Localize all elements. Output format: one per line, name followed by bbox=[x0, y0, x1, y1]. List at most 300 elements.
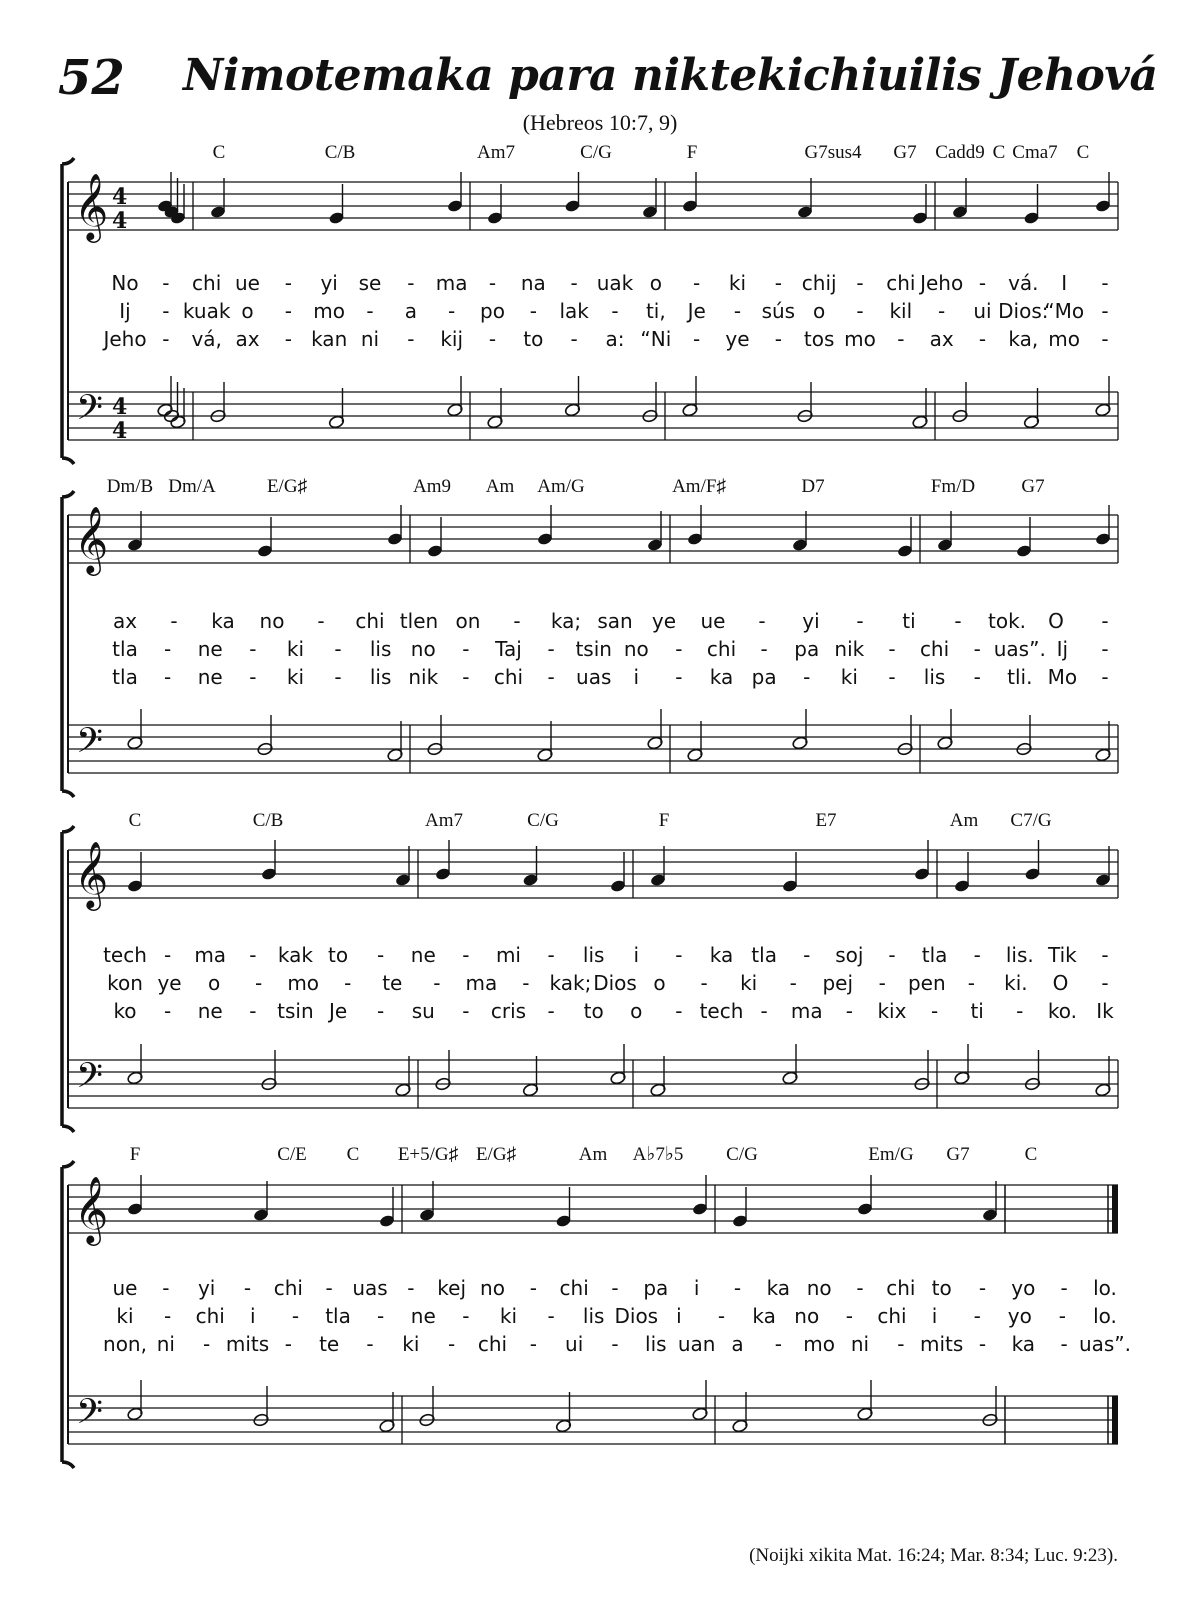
lyric-syllable: ka bbox=[766, 1276, 791, 1300]
lyric-syllable: tlen bbox=[399, 609, 439, 633]
lyric-syllable: ni bbox=[156, 1332, 175, 1356]
chord-symbol: Am bbox=[949, 810, 979, 831]
lyric-syllable: ma bbox=[790, 999, 823, 1023]
lyric-hyphen: - bbox=[547, 1304, 555, 1328]
lyric-hyphen: - bbox=[774, 1332, 782, 1356]
lyric-syllable: ki bbox=[740, 971, 758, 995]
lyric-hyphen: - bbox=[284, 271, 292, 295]
lyric-syllable: mits bbox=[920, 1332, 964, 1356]
treble-time-signature-top: 4 bbox=[112, 184, 128, 210]
lyric-syllable: ka; bbox=[550, 609, 582, 633]
lyric-syllable: kej bbox=[437, 1276, 467, 1300]
lyric-syllable: sús bbox=[761, 299, 796, 323]
lyric-syllable: O bbox=[1052, 971, 1069, 995]
lyric-syllable: to bbox=[523, 327, 544, 351]
lyric-hyphen: - bbox=[162, 327, 170, 351]
chord-symbol: C/B bbox=[324, 142, 356, 163]
lyric-hyphen: - bbox=[930, 999, 939, 1023]
lyric-hyphen: - bbox=[774, 327, 782, 351]
lyric-syllable: o bbox=[207, 971, 221, 995]
lyric-syllable: nik bbox=[408, 665, 439, 689]
song-number: 52 bbox=[58, 50, 125, 106]
chord-symbol: E7 bbox=[815, 810, 837, 831]
lyric-hyphen: - bbox=[433, 971, 441, 995]
lyric-hyphen: - bbox=[856, 271, 864, 295]
lyric-syllable: Dios bbox=[614, 1304, 659, 1328]
lyric-syllable: ki bbox=[499, 1304, 518, 1328]
lyric-hyphen: - bbox=[693, 327, 701, 351]
lyric-hyphen: - bbox=[888, 637, 896, 661]
lyric-hyphen: - bbox=[317, 609, 325, 633]
lyric-hyphen: - bbox=[377, 1304, 385, 1328]
chord-symbol: C7/G bbox=[1010, 810, 1052, 831]
lyric-hyphen: - bbox=[978, 1332, 987, 1356]
lyric-hyphen: - bbox=[366, 299, 374, 323]
lyric-syllable: i bbox=[633, 943, 640, 967]
lyric-syllable: pa bbox=[751, 665, 777, 689]
lyric-hyphen: - bbox=[407, 327, 415, 351]
lyric-syllable: ka bbox=[752, 1304, 776, 1328]
lyric-syllable: chi bbox=[477, 1332, 508, 1356]
lyric-hyphen: - bbox=[163, 1304, 172, 1328]
chord-symbol: C bbox=[1024, 1144, 1038, 1165]
lyric-syllable: vá. bbox=[1008, 271, 1039, 295]
lyric-hyphen: - bbox=[700, 971, 708, 995]
lyric-hyphen: - bbox=[973, 943, 981, 967]
chord-symbol: Cma7 bbox=[1012, 142, 1058, 163]
lyric-hyphen: - bbox=[1101, 637, 1109, 661]
lyric-syllable: nik bbox=[834, 637, 865, 661]
lyric-syllable: chi bbox=[195, 1304, 225, 1328]
footnote: (Noijki xikita Mat. 16:24; Mar. 8:34; Luc. 9:23). bbox=[749, 1545, 1118, 1566]
lyric-hyphen: - bbox=[611, 1332, 619, 1356]
lyric-hyphen: - bbox=[547, 637, 555, 661]
system-2 bbox=[62, 476, 1118, 797]
lyric-syllable: o bbox=[649, 271, 662, 295]
lyric-syllable: soj bbox=[835, 943, 864, 967]
lyric-hyphen: - bbox=[448, 299, 456, 323]
lyric-syllable: mits bbox=[225, 1332, 270, 1356]
lyric-syllable: Ik bbox=[1096, 999, 1114, 1023]
chord-symbol: Fm/D bbox=[930, 476, 976, 497]
lyric-syllable: mi bbox=[495, 943, 522, 967]
lyric-hyphen: - bbox=[170, 609, 178, 633]
lyric-syllable: yi bbox=[197, 1276, 216, 1300]
chord-symbol: C/E bbox=[277, 1144, 307, 1165]
treble-time-signature-bottom: 4 bbox=[112, 208, 128, 234]
lyric-syllable: mo bbox=[803, 1332, 836, 1356]
final-barline-thick bbox=[1112, 1396, 1118, 1444]
lyric-syllable: I bbox=[1061, 271, 1068, 295]
lyric-hyphen: - bbox=[978, 327, 987, 351]
lyric-syllable: tla bbox=[112, 637, 138, 661]
lyric-hyphen: - bbox=[845, 1304, 853, 1328]
lyric-syllable: no bbox=[623, 637, 649, 661]
lyric-syllable: kon bbox=[107, 971, 143, 995]
bass-clef: 𝄢 bbox=[76, 1055, 104, 1104]
lyric-syllable: yo bbox=[1011, 1276, 1036, 1300]
lyric-syllable: ne bbox=[197, 999, 223, 1023]
lyric-syllable: ki bbox=[116, 1304, 134, 1328]
lyric-syllable: mo bbox=[844, 327, 876, 351]
lyric-syllable: tla bbox=[325, 1304, 351, 1328]
lyric-hyphen: - bbox=[760, 999, 768, 1023]
lyric-syllable: lo. bbox=[1093, 1304, 1117, 1328]
lyric-syllable: ui bbox=[565, 1332, 584, 1356]
lyric-hyphen: - bbox=[162, 1276, 170, 1300]
lyric-syllable: o bbox=[241, 299, 254, 323]
bass-clef: 𝄢 bbox=[76, 1391, 104, 1440]
chord-symbol: Am7 bbox=[477, 142, 515, 163]
lyric-syllable: non, bbox=[103, 1332, 147, 1356]
bass-time-signature-bottom: 4 bbox=[112, 418, 128, 444]
chord-symbol: G7 bbox=[893, 142, 917, 163]
lyric-hyphen: - bbox=[284, 327, 292, 351]
lyric-hyphen: - bbox=[462, 665, 470, 689]
lyric-syllable: Je bbox=[328, 999, 348, 1023]
lyric-syllable: tla bbox=[751, 943, 777, 967]
lyric-syllable: yo bbox=[1007, 1304, 1032, 1328]
lyric-syllable: Dios bbox=[593, 971, 637, 995]
lyric-hyphen: - bbox=[1101, 327, 1109, 351]
lyric-hyphen: - bbox=[513, 609, 521, 633]
treble-clef: 𝄞 bbox=[74, 840, 109, 908]
lyric-hyphen: - bbox=[789, 971, 797, 995]
lyric-syllable: chi bbox=[273, 1276, 303, 1300]
lyric-hyphen: - bbox=[973, 1304, 981, 1328]
lyric-syllable: i bbox=[250, 1304, 256, 1328]
treble-clef: 𝄞 bbox=[74, 172, 109, 240]
lyric-syllable: chi bbox=[493, 665, 524, 689]
lyric-hyphen: - bbox=[845, 999, 853, 1023]
lyric-syllable: chi bbox=[192, 271, 222, 295]
lyric-syllable: kak; bbox=[549, 971, 592, 995]
lyric-syllable: lo. bbox=[1093, 1276, 1117, 1300]
lyric-hyphen: - bbox=[1101, 609, 1109, 633]
lyric-hyphen: - bbox=[888, 943, 896, 967]
lyric-syllable: tsin bbox=[277, 999, 314, 1023]
lyric-syllable: to bbox=[931, 1276, 952, 1300]
lyric-hyphen: - bbox=[856, 609, 864, 633]
lyric-syllable: uas”. bbox=[993, 637, 1046, 661]
lyric-hyphen: - bbox=[570, 271, 578, 295]
lyric-syllable: ne bbox=[197, 665, 223, 689]
lyric-hyphen: - bbox=[243, 1276, 252, 1300]
lyric-hyphen: - bbox=[978, 271, 987, 295]
lyric-hyphen: - bbox=[284, 1332, 292, 1356]
lyric-syllable: No bbox=[111, 271, 139, 295]
lyric-syllable: ax bbox=[112, 609, 138, 633]
lyric-syllable: Ij bbox=[1056, 637, 1069, 661]
lyric-hyphen: - bbox=[675, 637, 683, 661]
lyric-hyphen: - bbox=[249, 943, 257, 967]
lyric-syllable: ti, bbox=[645, 299, 666, 323]
chord-symbol: A♭7♭5 bbox=[632, 1144, 684, 1165]
lyric-hyphen: - bbox=[249, 999, 257, 1023]
lyric-hyphen: - bbox=[203, 1332, 211, 1356]
lyric-syllable: mo bbox=[1048, 327, 1081, 351]
lyric-syllable: lis bbox=[369, 665, 392, 689]
lyric-syllable: o bbox=[653, 971, 666, 995]
chord-symbol: C/B bbox=[252, 810, 284, 831]
lyric-hyphen: - bbox=[1101, 943, 1109, 967]
chord-symbol: C bbox=[346, 1144, 360, 1165]
treble-clef: 𝄞 bbox=[74, 1175, 109, 1243]
lyric-syllable: kak bbox=[277, 943, 313, 967]
lyric-syllable: ma bbox=[435, 271, 468, 295]
lyric-hyphen: - bbox=[377, 943, 385, 967]
lyric-syllable: chi bbox=[559, 1276, 589, 1300]
lyric-hyphen: - bbox=[954, 609, 962, 633]
chord-symbol: C bbox=[992, 142, 1006, 163]
lyric-hyphen: - bbox=[488, 271, 497, 295]
lyric-syllable: ne bbox=[197, 637, 223, 661]
chord-symbol: E/G♯ bbox=[475, 1144, 517, 1165]
lyric-hyphen: - bbox=[249, 637, 257, 661]
lyric-hyphen: - bbox=[1101, 299, 1109, 323]
lyric-syllable: ma bbox=[194, 943, 227, 967]
chord-symbol: F bbox=[658, 810, 670, 831]
system-4 bbox=[62, 1144, 1131, 1468]
lyric-hyphen: - bbox=[377, 999, 385, 1023]
lyric-hyphen: - bbox=[284, 299, 292, 323]
lyric-syllable: ax bbox=[235, 327, 260, 351]
lyric-syllable: a bbox=[731, 1332, 744, 1356]
lyric-syllable: pen bbox=[907, 971, 946, 995]
treble-clef: 𝄞 bbox=[74, 505, 109, 573]
chord-symbol: F bbox=[686, 142, 698, 163]
lyric-hyphen: - bbox=[407, 271, 415, 295]
lyric-syllable: ki. bbox=[1004, 971, 1028, 995]
lyric-hyphen: - bbox=[878, 971, 886, 995]
lyric-syllable: i bbox=[633, 665, 640, 689]
lyric-syllable: i bbox=[931, 1304, 938, 1328]
chord-symbol: C/G bbox=[527, 810, 559, 831]
lyric-hyphen: - bbox=[462, 943, 470, 967]
lyric-hyphen: - bbox=[967, 971, 975, 995]
chord-symbol: C/G bbox=[726, 1144, 758, 1165]
lyric-hyphen: - bbox=[1016, 999, 1024, 1023]
lyric-syllable: Tik bbox=[1048, 943, 1077, 967]
lyric-hyphen: - bbox=[774, 271, 782, 295]
chord-symbol: Em/G bbox=[868, 1144, 914, 1165]
chord-symbol: Cadd9 bbox=[935, 142, 985, 163]
lyric-hyphen: - bbox=[1101, 665, 1109, 689]
lyric-syllable: chi bbox=[877, 1304, 907, 1328]
lyric-syllable: ka bbox=[709, 665, 734, 689]
chord-symbol: Dm/B bbox=[106, 476, 154, 497]
lyric-syllable: tech bbox=[103, 943, 147, 967]
lyric-syllable: uak bbox=[596, 271, 634, 295]
chord-symbol: C/G bbox=[580, 142, 612, 163]
lyric-hyphen: - bbox=[162, 299, 170, 323]
lyric-syllable: ti bbox=[970, 999, 984, 1023]
lyric-hyphen: - bbox=[255, 971, 263, 995]
lyric-syllable: Ij bbox=[119, 299, 131, 323]
song-title: Nimotemaka para niktekichiuilis Jehová bbox=[183, 50, 1158, 101]
lyric-syllable: pa bbox=[794, 637, 820, 661]
lyric-hyphen: - bbox=[366, 1332, 374, 1356]
bass-clef: 𝄢 bbox=[76, 387, 104, 436]
lyric-syllable: no bbox=[794, 1304, 820, 1328]
chord-symbol: C bbox=[128, 810, 142, 831]
lyric-hyphen: - bbox=[448, 1332, 456, 1356]
lyric-hyphen: - bbox=[675, 999, 683, 1023]
lyric-syllable: ka bbox=[211, 609, 235, 633]
lyric-syllable: tla bbox=[112, 665, 138, 689]
lyric-syllable: tsin bbox=[575, 637, 612, 661]
lyric-hyphen: - bbox=[897, 327, 905, 351]
lyric-syllable: ui bbox=[973, 299, 992, 323]
lyric-syllable: Taj bbox=[495, 637, 522, 661]
lyric-syllable: tok. bbox=[987, 609, 1027, 633]
lyric-hyphen: - bbox=[522, 971, 530, 995]
lyric-hyphen: - bbox=[163, 637, 172, 661]
lyric-hyphen: - bbox=[717, 1304, 726, 1328]
lyric-syllable: lak bbox=[559, 299, 589, 323]
lyric-hyphen: - bbox=[529, 1332, 537, 1356]
lyric-hyphen: - bbox=[163, 999, 172, 1023]
lyric-syllable: tech bbox=[699, 999, 744, 1023]
lyric-hyphen: - bbox=[803, 943, 811, 967]
lyric-syllable: kix bbox=[877, 999, 907, 1023]
lyric-syllable: ki bbox=[728, 271, 747, 295]
lyric-hyphen: - bbox=[249, 665, 257, 689]
lyric-hyphen: - bbox=[611, 1276, 619, 1300]
lyric-syllable: Jeho bbox=[920, 271, 964, 295]
lyric-hyphen: - bbox=[973, 637, 981, 661]
lyric-syllable: i bbox=[693, 1276, 700, 1300]
lyric-syllable: ne bbox=[410, 1304, 436, 1328]
lyric-hyphen: - bbox=[547, 943, 555, 967]
lyric-hyphen: - bbox=[897, 1332, 905, 1356]
lyric-syllable: no bbox=[259, 609, 285, 633]
lyric-syllable: to bbox=[583, 999, 604, 1023]
lyric-syllable: cris bbox=[490, 999, 527, 1023]
lyric-hyphen: - bbox=[162, 271, 170, 295]
lyric-hyphen: - bbox=[570, 327, 578, 351]
lyric-syllable: no bbox=[410, 637, 436, 661]
lyric-hyphen: - bbox=[733, 299, 742, 323]
chord-symbol: Am/G bbox=[537, 476, 585, 497]
lyric-syllable: se bbox=[358, 271, 382, 295]
lyric-syllable: mo bbox=[287, 971, 320, 995]
lyric-syllable: po bbox=[480, 299, 505, 323]
lyric-syllable: ko bbox=[113, 999, 137, 1023]
lyric-hyphen: - bbox=[888, 665, 896, 689]
lyric-hyphen: - bbox=[529, 1276, 537, 1300]
bass-clef: 𝄢 bbox=[76, 720, 104, 769]
lyric-syllable: “Mo bbox=[1044, 299, 1085, 323]
lyric-syllable: chi bbox=[886, 1276, 916, 1300]
lyric-syllable: ka bbox=[709, 943, 734, 967]
lyric-hyphen: - bbox=[675, 665, 683, 689]
lyric-syllable: o bbox=[630, 999, 643, 1023]
lyric-syllable: o bbox=[813, 299, 826, 323]
system-3 bbox=[62, 810, 1118, 1132]
lyric-syllable: “Ni bbox=[640, 327, 672, 351]
lyric-hyphen: - bbox=[856, 1276, 864, 1300]
lyric-hyphen: - bbox=[163, 665, 172, 689]
lyric-syllable: kil bbox=[889, 299, 913, 323]
chord-symbol: Am7 bbox=[425, 810, 463, 831]
lyric-hyphen: - bbox=[1101, 271, 1109, 295]
lyric-syllable: ka bbox=[1011, 1332, 1036, 1356]
chord-symbol: Dm/A bbox=[168, 476, 216, 497]
lyric-syllable: Jeho bbox=[103, 327, 147, 351]
lyric-syllable: lis bbox=[923, 665, 946, 689]
lyric-syllable: chi bbox=[706, 637, 737, 661]
lyric-hyphen: - bbox=[1058, 1304, 1067, 1328]
lyric-syllable: uas bbox=[576, 665, 612, 689]
lyric-syllable: ma bbox=[465, 971, 498, 995]
lyric-syllable: kan bbox=[311, 327, 348, 351]
lyric-syllable: ni bbox=[360, 327, 380, 351]
lyric-syllable: chi bbox=[919, 637, 950, 661]
chord-symbol: G7 bbox=[946, 1144, 970, 1165]
lyric-hyphen: - bbox=[675, 943, 683, 967]
chord-symbol: G7sus4 bbox=[804, 142, 862, 163]
lyric-hyphen: - bbox=[547, 665, 555, 689]
lyric-hyphen: - bbox=[334, 637, 342, 661]
lyric-syllable: tos bbox=[803, 327, 835, 351]
lyric-syllable: Je bbox=[687, 299, 706, 323]
lyric-hyphen: - bbox=[938, 299, 946, 323]
lyric-syllable: a bbox=[404, 299, 417, 323]
lyric-syllable: ue bbox=[700, 609, 726, 633]
lyric-syllable: a: bbox=[605, 327, 625, 351]
lyric-syllable: na bbox=[520, 271, 546, 295]
lyric-syllable: lis bbox=[582, 1304, 605, 1328]
lyric-syllable: tla bbox=[921, 943, 948, 967]
lyric-syllable: ye bbox=[157, 971, 182, 995]
lyric-syllable: no bbox=[806, 1276, 832, 1300]
lyric-syllable: O bbox=[1048, 609, 1064, 633]
lyric-hyphen: - bbox=[758, 609, 766, 633]
lyric-hyphen: - bbox=[462, 1304, 470, 1328]
lyric-syllable: ye bbox=[651, 609, 677, 633]
lyric-syllable: ue bbox=[235, 271, 260, 295]
chord-symbol: E/G♯ bbox=[266, 476, 308, 497]
lyric-syllable: ti bbox=[902, 609, 916, 633]
lyric-hyphen: - bbox=[973, 665, 981, 689]
lyric-syllable: yi bbox=[802, 609, 820, 633]
lyric-syllable: te bbox=[382, 971, 403, 995]
lyric-hyphen: - bbox=[760, 637, 768, 661]
lyric-syllable: no bbox=[480, 1276, 505, 1300]
lyric-syllable: uan bbox=[677, 1332, 716, 1356]
lyric-hyphen: - bbox=[462, 999, 470, 1023]
lyric-hyphen: - bbox=[462, 637, 470, 661]
lyric-syllable: pej bbox=[822, 971, 854, 995]
scripture-reference: (Hebreos 10:7, 9) bbox=[522, 110, 678, 135]
lyric-syllable: pa bbox=[643, 1276, 669, 1300]
lyric-hyphen: - bbox=[407, 1276, 415, 1300]
lyric-syllable: ki bbox=[286, 665, 305, 689]
lyric-syllable: mo bbox=[313, 299, 346, 323]
lyric-hyphen: - bbox=[325, 1276, 333, 1300]
lyric-syllable: san bbox=[597, 609, 633, 633]
lyric-syllable: ax bbox=[929, 327, 954, 351]
chord-symbol: D7 bbox=[801, 476, 825, 497]
lyric-syllable: ki bbox=[402, 1332, 420, 1356]
lyric-hyphen: - bbox=[344, 971, 352, 995]
lyric-syllable: ko. bbox=[1047, 999, 1077, 1023]
lyric-hyphen: - bbox=[291, 1304, 300, 1328]
lyric-syllable: kuak bbox=[182, 299, 231, 323]
lyric-syllable: lis bbox=[369, 637, 392, 661]
lyric-hyphen: - bbox=[978, 1276, 987, 1300]
